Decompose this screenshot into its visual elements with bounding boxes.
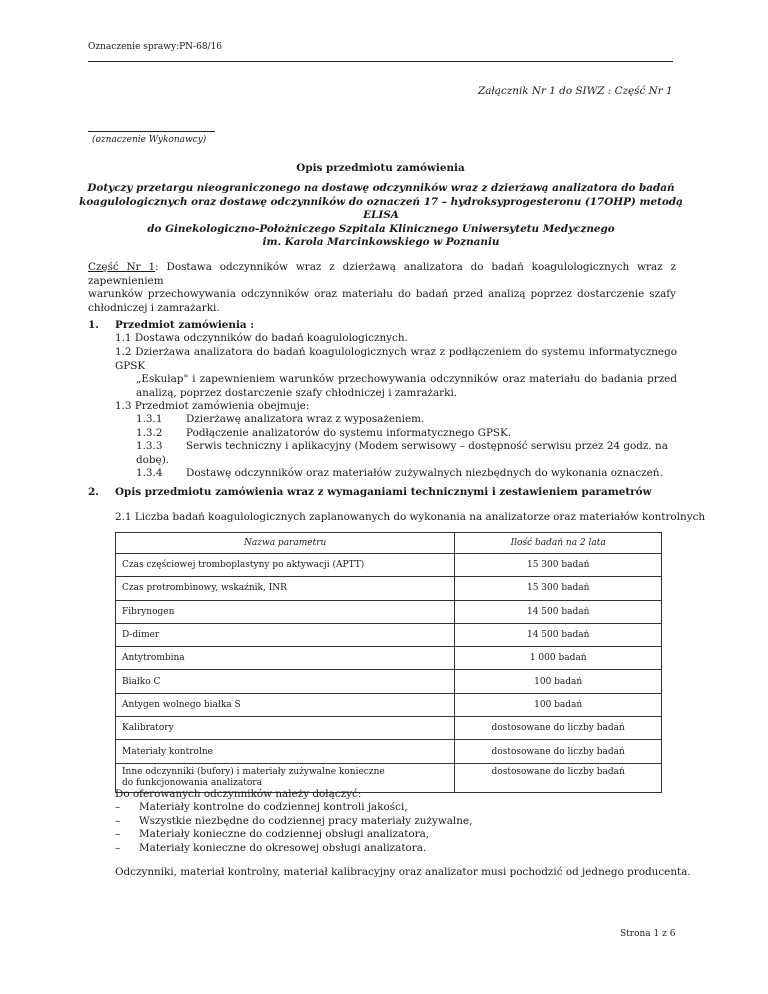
parameters-table <box>115 532 662 793</box>
item-1-2 <box>115 346 677 400</box>
item-1-1: 1.1 Dostawa odczynników do badań koagulologicznych. <box>115 332 408 344</box>
subitem: 1.3.4 Dostawę odczynników oraz materiałów zużywalnych niezbędnych do wykonania oznaczeń. <box>136 467 663 480</box>
item-1-3: 1.3 Przedmiot zamówienia obejmuje: <box>115 400 310 412</box>
part-label: Część Nr 1 <box>88 261 156 273</box>
attach-intro: Do oferowanych odczynników należy dołączyć: <box>115 788 362 800</box>
param-name: Białko C <box>116 670 455 693</box>
subtitle-line: Dotyczy przetargu nieograniczonego na dostawę odczynników wraz z dzierżawą analizatora do badań <box>87 182 675 194</box>
param-count: 100 badań <box>455 693 662 716</box>
param-name: Inne odczynniki (bufory) i materiały zużywalne konieczne do funkcjonowania analizatora <box>116 763 455 792</box>
table-header-row <box>116 533 662 554</box>
section1-number: 1. <box>88 319 99 331</box>
param-name: Kalibratory <box>116 717 455 740</box>
param-count: 15 300 badań <box>455 554 662 577</box>
param-name: Materiały kontrolne <box>116 740 455 763</box>
param-count: dostosowane do liczby badań <box>455 717 662 740</box>
param-count: 15 300 badań <box>455 577 662 600</box>
header-rule <box>88 61 673 62</box>
table-row <box>116 647 662 670</box>
page-title: Opis przedmiotu zamówienia <box>296 162 465 174</box>
table-row <box>116 600 662 623</box>
attachment-label: Załącznik Nr 1 do SIWZ : Część Nr 1 <box>478 85 673 97</box>
contractor-line <box>88 131 215 132</box>
param-count: 14 500 badań <box>455 623 662 646</box>
column-header-name: Nazwa parametru <box>116 533 455 554</box>
table-row <box>116 623 662 646</box>
item-2-1: 2.1 Liczba badań koagulologicznych zaplanowanych do wykonania na analizatorze oraz materiałów kontrolnych <box>115 511 706 523</box>
section2-number: 2. <box>88 486 99 498</box>
list-item: – Materiały konieczne do codziennej obsługi analizatora, <box>115 828 675 842</box>
table-row <box>116 717 662 740</box>
attach-list <box>115 801 675 855</box>
param-name: Fibrynogen <box>116 600 455 623</box>
part-description <box>88 261 676 315</box>
param-name: D-dimer <box>116 623 455 646</box>
param-count: dostosowane do liczby badań <box>455 740 662 763</box>
page-number: Strona 1 z 6 <box>620 929 676 939</box>
column-header-count: Ilość badań na 2 lata <box>455 533 662 554</box>
case-number: Oznaczenie sprawy:PN-68/16 <box>88 42 223 52</box>
part-text-line: chłodniczej i zamrażarki. <box>88 301 220 314</box>
list-item: – Materiały kontrolne do codziennej kontroli jakości, <box>115 801 675 815</box>
param-name: Czas częściowej tromboplastyny po aktywacji (APTT) <box>116 554 455 577</box>
subitem: 1.3.1 Dzierżawę analizatora wraz z wyposażeniem. <box>136 413 425 425</box>
subtitle-line: do Ginekologiczno-Położniczego Szpitala Klinicznego Uniwersytetu Medycznego <box>147 222 615 235</box>
param-count: 14 500 badań <box>455 600 662 623</box>
param-name: Antytrombina <box>116 647 455 670</box>
subitems-list <box>136 413 676 481</box>
param-count: 1 000 badań <box>455 647 662 670</box>
subitem: 1.3.2 Podłączenie analizatorów do systemu informatycznego GPSK. <box>136 426 512 439</box>
subtitle-line: im. Karola Marcinkowskiego w Poznaniu <box>262 236 500 249</box>
section1-heading: Przedmiot zamówienia : <box>115 319 255 331</box>
table-row <box>116 740 662 763</box>
table-row <box>116 693 662 716</box>
item-1-2-line: analizą, poprzez dostarczenie szafy chłodniczej i zamrażarki. <box>136 386 458 399</box>
param-count: dostosowane do liczby badań <box>455 763 662 792</box>
subitem: 1.3.3 Serwis techniczny i aplikacyjny (Modem serwisowy – dostępność serwisu przez 24 godz. na dobę). <box>136 440 668 466</box>
contractor-label: (oznaczenie Wykonawcy) <box>92 135 207 145</box>
list-item: – Materiały konieczne do okresowej obsługi analizatora. <box>115 842 675 856</box>
item-1-2-line: „Eskulap" i zapewnieniem warunków przechowywania odczynników oraz materiału do badania przed <box>136 373 677 386</box>
table-row <box>116 577 662 600</box>
subtitle <box>70 182 692 250</box>
part-text-line: : Dostawa odczynników wraz z dzierżawą analizatora do badań koagulologicznych wraz z zapewnieniem <box>88 261 676 287</box>
param-count: 100 badań <box>455 670 662 693</box>
param-name: Czas protrombinowy, wskaźnik, INR <box>116 577 455 600</box>
table-row <box>116 554 662 577</box>
final-statement: Odczynniki, materiał kontrolny, materiał kalibracyjny oraz analizator musi pochodzić od jednego producenta. <box>115 866 691 878</box>
table-row <box>116 670 662 693</box>
param-name: Antygen wolnego białka S <box>116 693 455 716</box>
list-item: – Wszystkie niezbędne do codziennej pracy materiały zużywalne, <box>115 815 675 829</box>
part-text-line: warunków przechowywania odczynników oraz materiału do badań przed analizą poprzez dostarczenie szafy <box>88 288 676 301</box>
section2-heading: Opis przedmiotu zamówienia wraz z wymaganiami technicznymi i zestawieniem parametrów <box>115 486 652 498</box>
item-1-2-line: 1.2 Dzierżawa analizatora do badań koagulologicznych wraz z podłączeniem do systemu informatycznego GPSK <box>115 346 677 372</box>
subtitle-line: koagulologicznych oraz dostawę odczynników do oznaczeń 17 – hydroksyprogesteronu (17OHP) metodą ELISA <box>79 195 683 222</box>
